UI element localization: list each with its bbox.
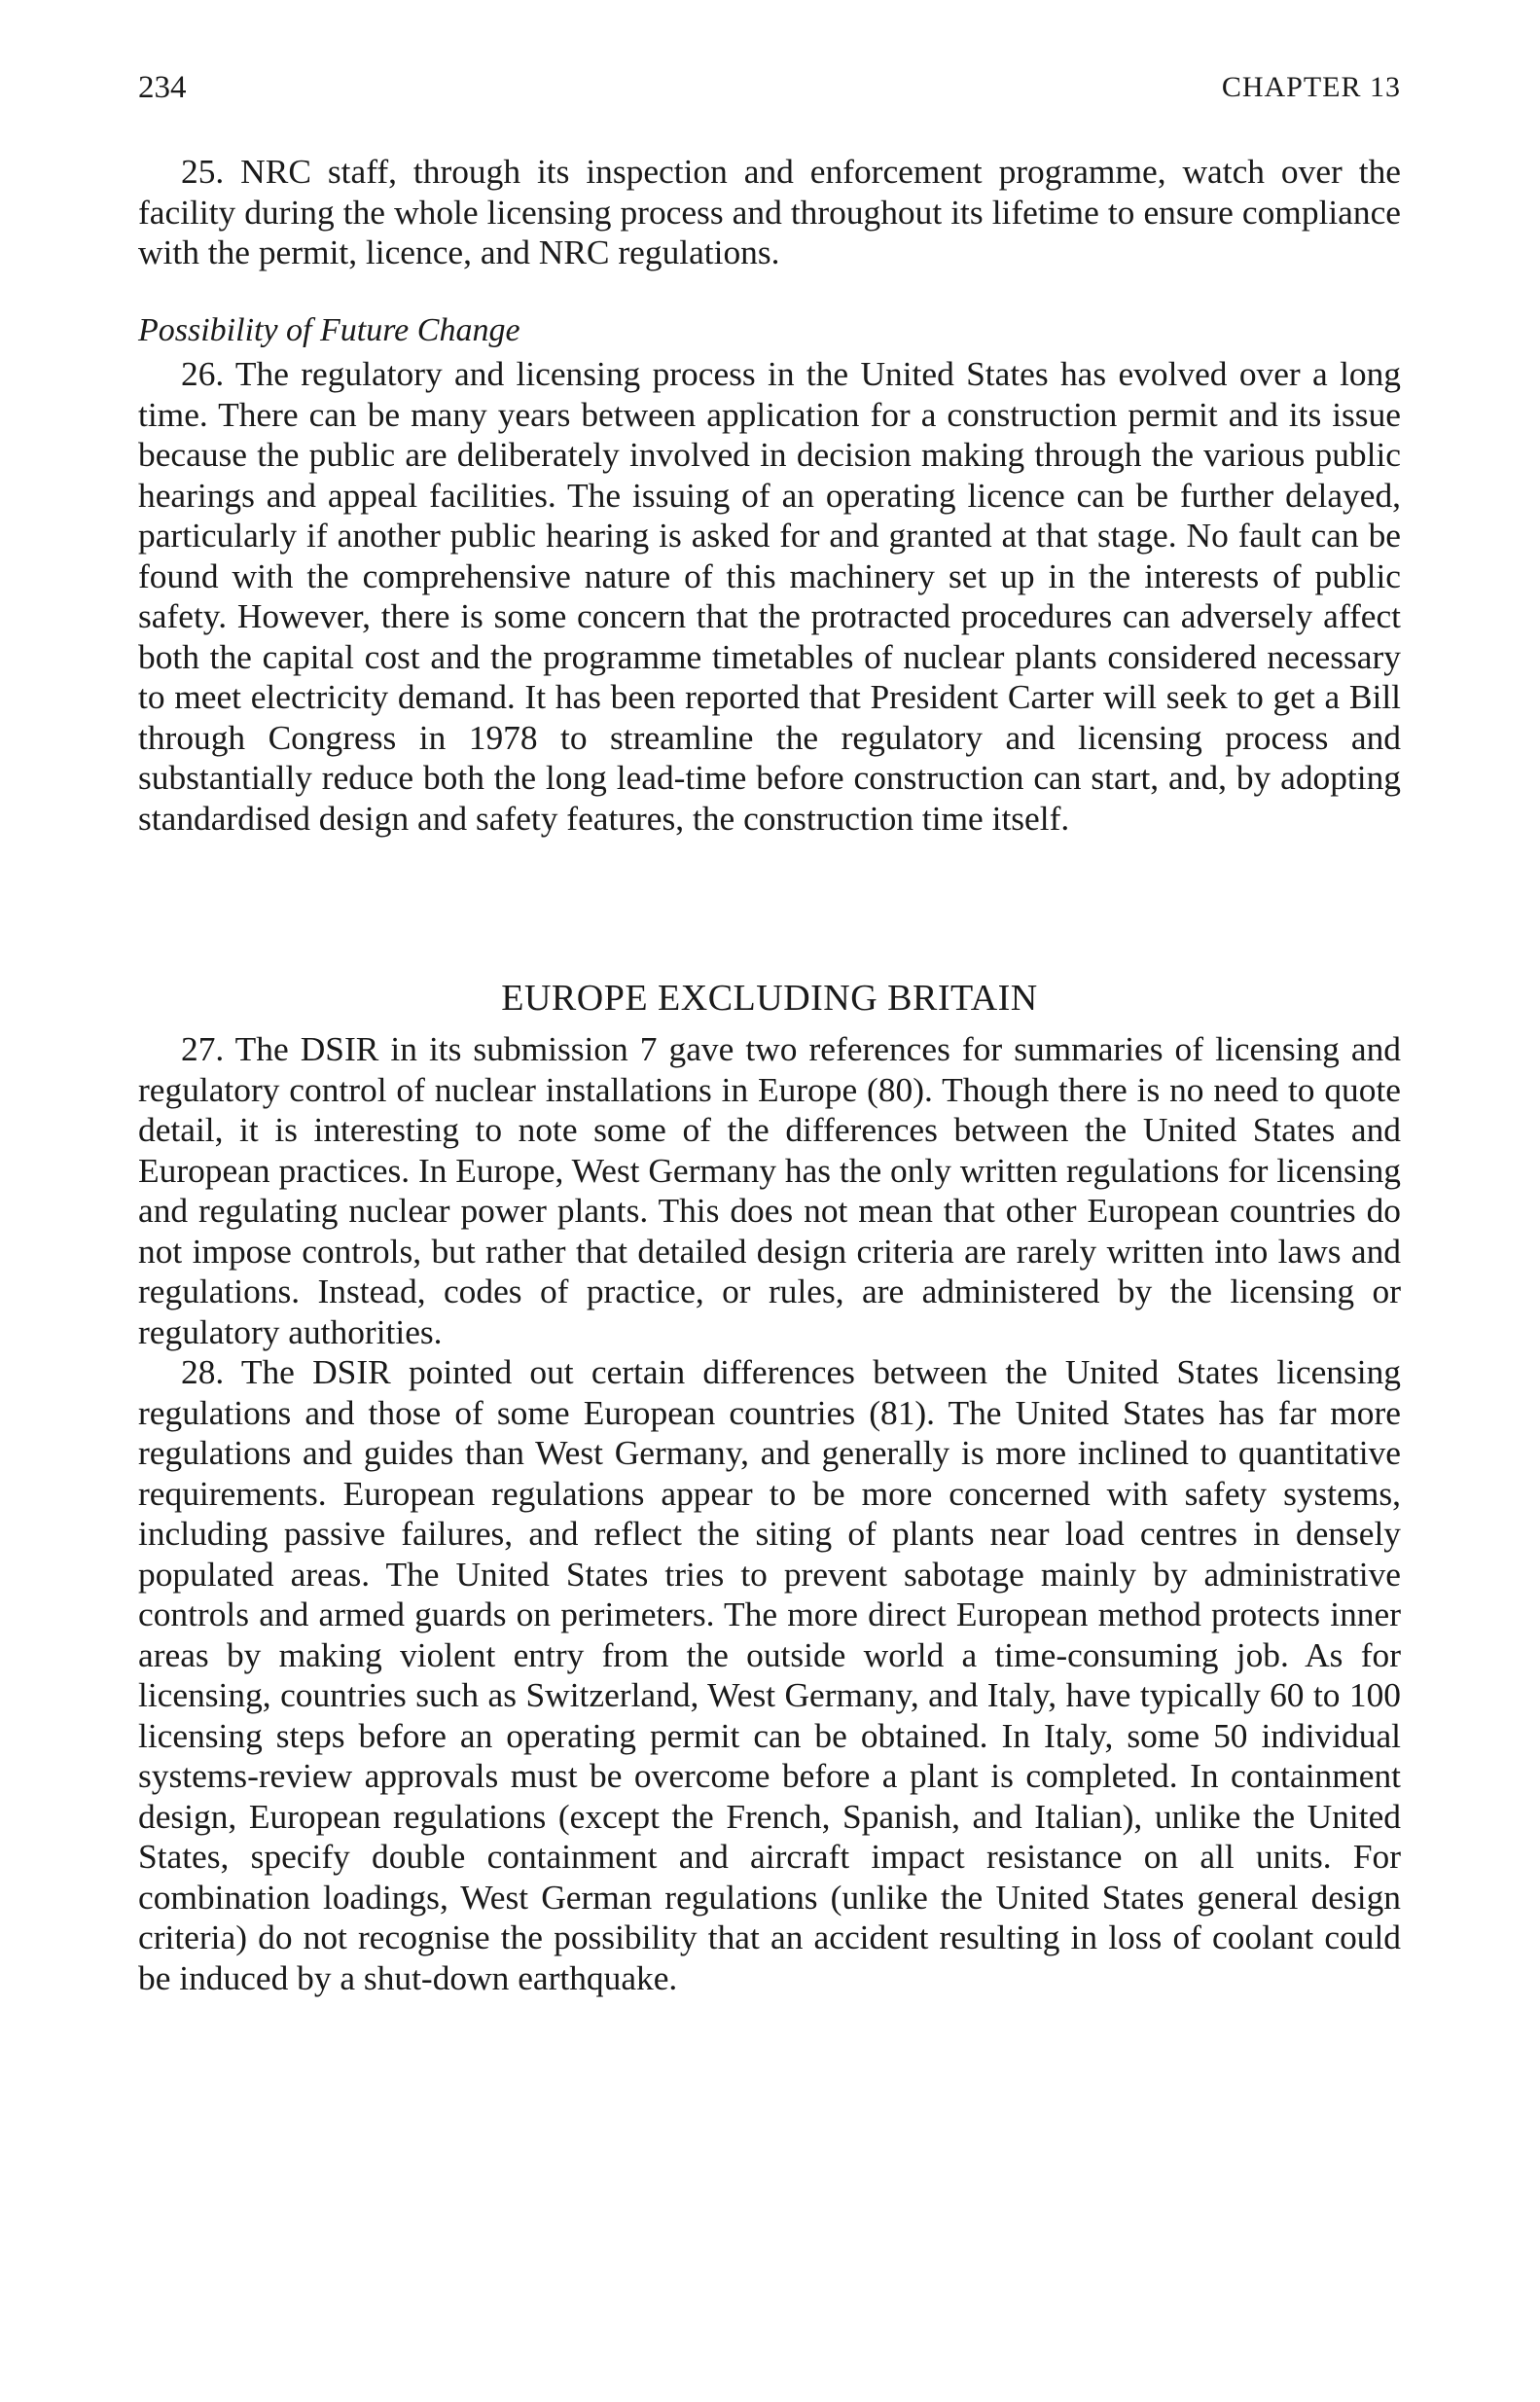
subheading-future-change: Possibility of Future Change bbox=[138, 311, 520, 348]
paragraph-25: 25. NRC staff, through its inspection and enforcement programme, watch over the facility during the whole licensing process and throughout its lifetime to ensure compliance with the permit, licence, and NRC regulations. bbox=[138, 152, 1401, 271]
body-text bbox=[138, 152, 1401, 1998]
chapter-label: CHAPTER 13 bbox=[1221, 71, 1401, 103]
paragraph-27: 27. The DSIR in its submission 7 gave two references for summaries of licensing and regulatory control of nuclear installations in Europe (80). Though there is no need to quote detail, it is interesting to note some of the differences between the United States and European practices. In Europe, West Germany has the only written regulations for licensing and regulating nuclear power plants. This does not mean that other European countries do not impose controls, but rather that detailed design criteria are rarely written into laws and regulations. Instead, codes of practice, or rules, are administered by the licensing or regulatory authorities. bbox=[138, 1029, 1401, 1351]
section-title: EUROPE EXCLUDING BRITAIN bbox=[501, 978, 1038, 1019]
paragraph-28: 28. The DSIR pointed out certain differences between the United States licensing regulations and those of some European countries (81). The United States has far more regulations and guides than West Germany, and generally is more inclined to quantitative requirements. European regulations appear to be more concerned with safety systems, including passive failures, and reflect the siting of plants near load centres in densely populated areas. The United States tries to prevent sabotage mainly by administrative controls and armed guards on perimeters. The more direct European method protects inner areas by making violent entry from the outside world a time-consuming job. As for licensing, countries such as Switzerland, West Germany, and Italy, have typically 60 to 100 licensing steps before an operating permit can be obtained. In Italy, some 50 individual systems-review approvals must be overcome before a plant is completed. In containment design, European regulations (except the French, Spanish, and Italian), unlike the United States, specify double containment and aircraft impact resistance on all units. For combination loadings, West German regulations (unlike the United States general design criteria) do not recognise the possibility that an accident resulting in loss of coolant could be induced by a shut-down earthquake. bbox=[138, 1352, 1401, 1997]
page-number: 234 bbox=[138, 70, 187, 105]
document-page bbox=[138, 60, 1401, 1998]
paragraph-26: 26. The regulatory and licensing process in the United States has evolved over a long time. There can be many years between application for a construction permit and its issue because the public are deliberately involved in decision making through the various public hearings and appeal facilities. The issuing of an operating licence can be further delayed, particularly if another public hearing is asked for and granted at that stage. No fault can be found with the comprehensive nature of this machinery set up in the interests of public safety. However, there is some concern that the protracted procedures can adversely affect both the capital cost and the programme timetables of nuclear plants considered necessary to meet electricity demand. It has been reported that President Carter will seek to get a Bill through Congress in 1978 to streamline the regulatory and licensing process and substantially reduce both the long lead-time before construction can start, and, by adopting standardised design and safety features, the construction time itself. bbox=[138, 354, 1401, 838]
running-head bbox=[138, 60, 1401, 115]
